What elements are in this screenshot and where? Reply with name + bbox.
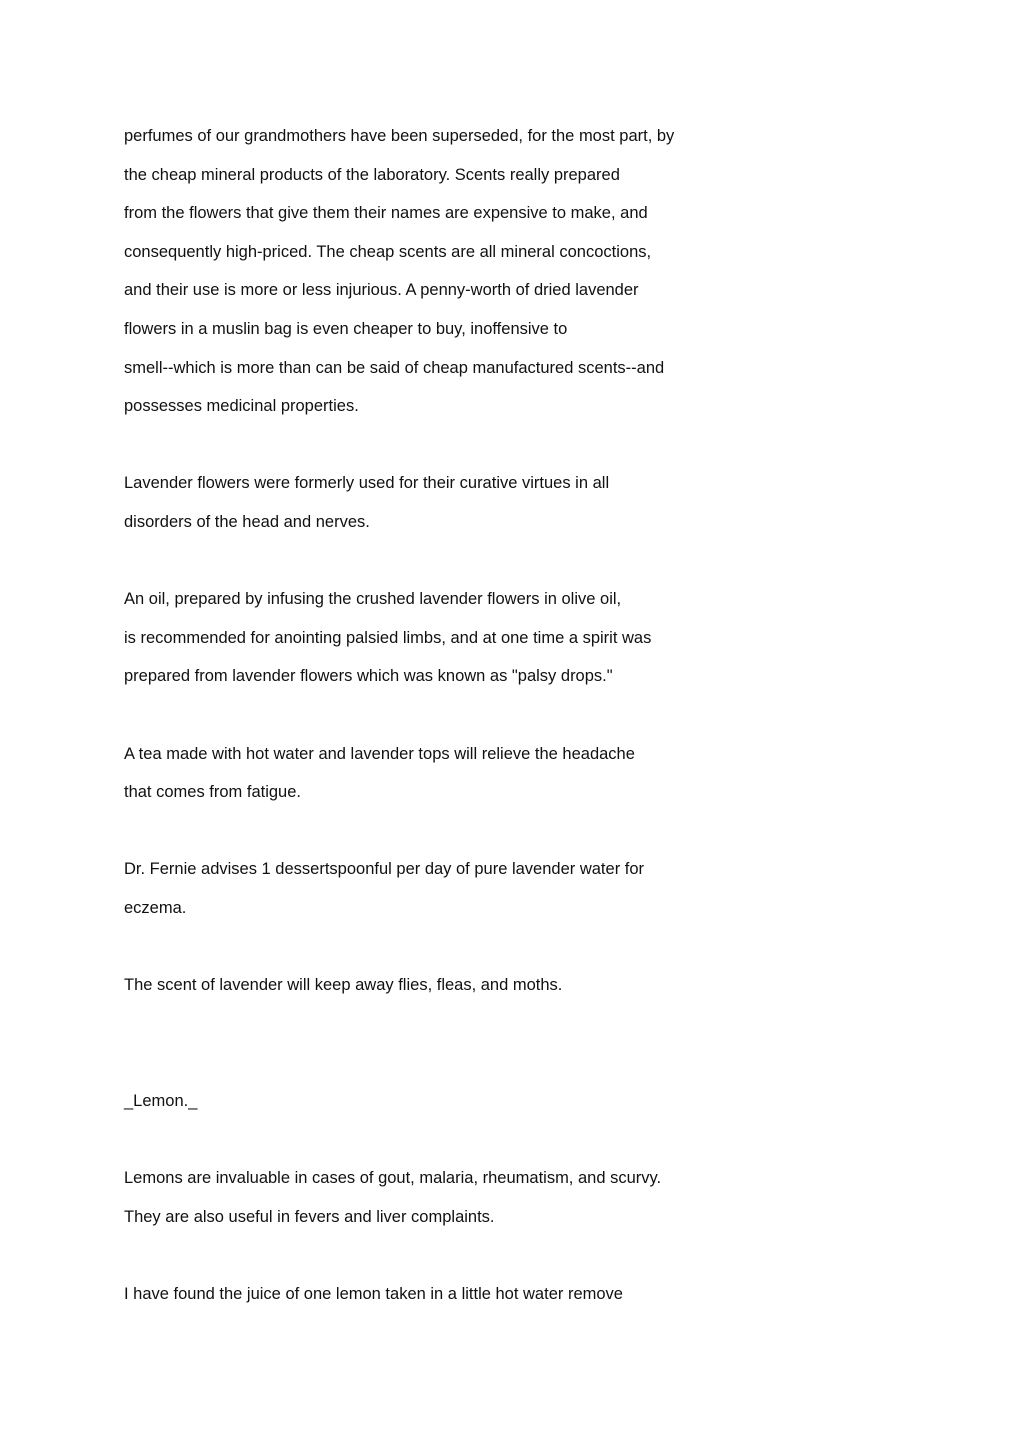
text-line: the cheap mineral products of the laboratory. Scents really prepared	[124, 165, 620, 184]
blank-line	[124, 542, 744, 581]
blank-line	[124, 927, 744, 966]
text-line: consequently high-priced. The cheap scents are all mineral concoctions,	[124, 242, 652, 261]
text-line: I have found the juice of one lemon taken in a little hot water remove	[124, 1284, 623, 1303]
blank-line	[124, 1043, 744, 1082]
blank-line	[124, 1236, 744, 1275]
blank-line	[124, 426, 744, 465]
blank-line	[124, 1120, 744, 1159]
text-line: The scent of lavender will keep away flies, fleas, and moths.	[124, 976, 563, 995]
text-line: Lavender flowers were formerly used for their curative virtues in all	[124, 474, 610, 493]
document-body	[124, 117, 744, 1313]
blank-line	[124, 696, 744, 735]
text-line: An oil, prepared by infusing the crushed lavender flowers in olive oil,	[124, 590, 622, 609]
text-line: prepared from lavender flowers which was known as "palsy drops."	[124, 667, 613, 686]
text-line: possesses medicinal properties.	[124, 397, 359, 416]
blank-line	[124, 812, 744, 851]
text-line: Lemons are invaluable in cases of gout, malaria, rheumatism, and scurvy.	[124, 1169, 662, 1188]
text-line: and their use is more or less injurious. A penny-worth of dried lavender	[124, 281, 639, 300]
text-line: They are also useful in fevers and liver complaints.	[124, 1207, 495, 1226]
text-line: from the flowers that give them their names are expensive to make, and	[124, 204, 648, 223]
text-line: Dr. Fernie advises 1 dessertspoonful per day of pure lavender water for	[124, 860, 645, 879]
blank-line	[124, 1005, 744, 1044]
section-heading: _Lemon._	[124, 1091, 198, 1110]
text-line: disorders of the head and nerves.	[124, 512, 370, 531]
text-line: flowers in a muslin bag is even cheaper to buy, inoffensive to	[124, 319, 568, 338]
text-line: smell--which is more than can be said of cheap manufactured scents--and	[124, 358, 665, 377]
text-line: that comes from fatigue.	[124, 783, 301, 802]
text-line: A tea made with hot water and lavender tops will relieve the headache	[124, 744, 635, 763]
text-line: is recommended for anointing palsied limbs, and at one time a spirit was	[124, 628, 652, 647]
text-line: perfumes of our grandmothers have been superseded, for the most part, by	[124, 127, 675, 145]
text-line: eczema.	[124, 898, 187, 917]
